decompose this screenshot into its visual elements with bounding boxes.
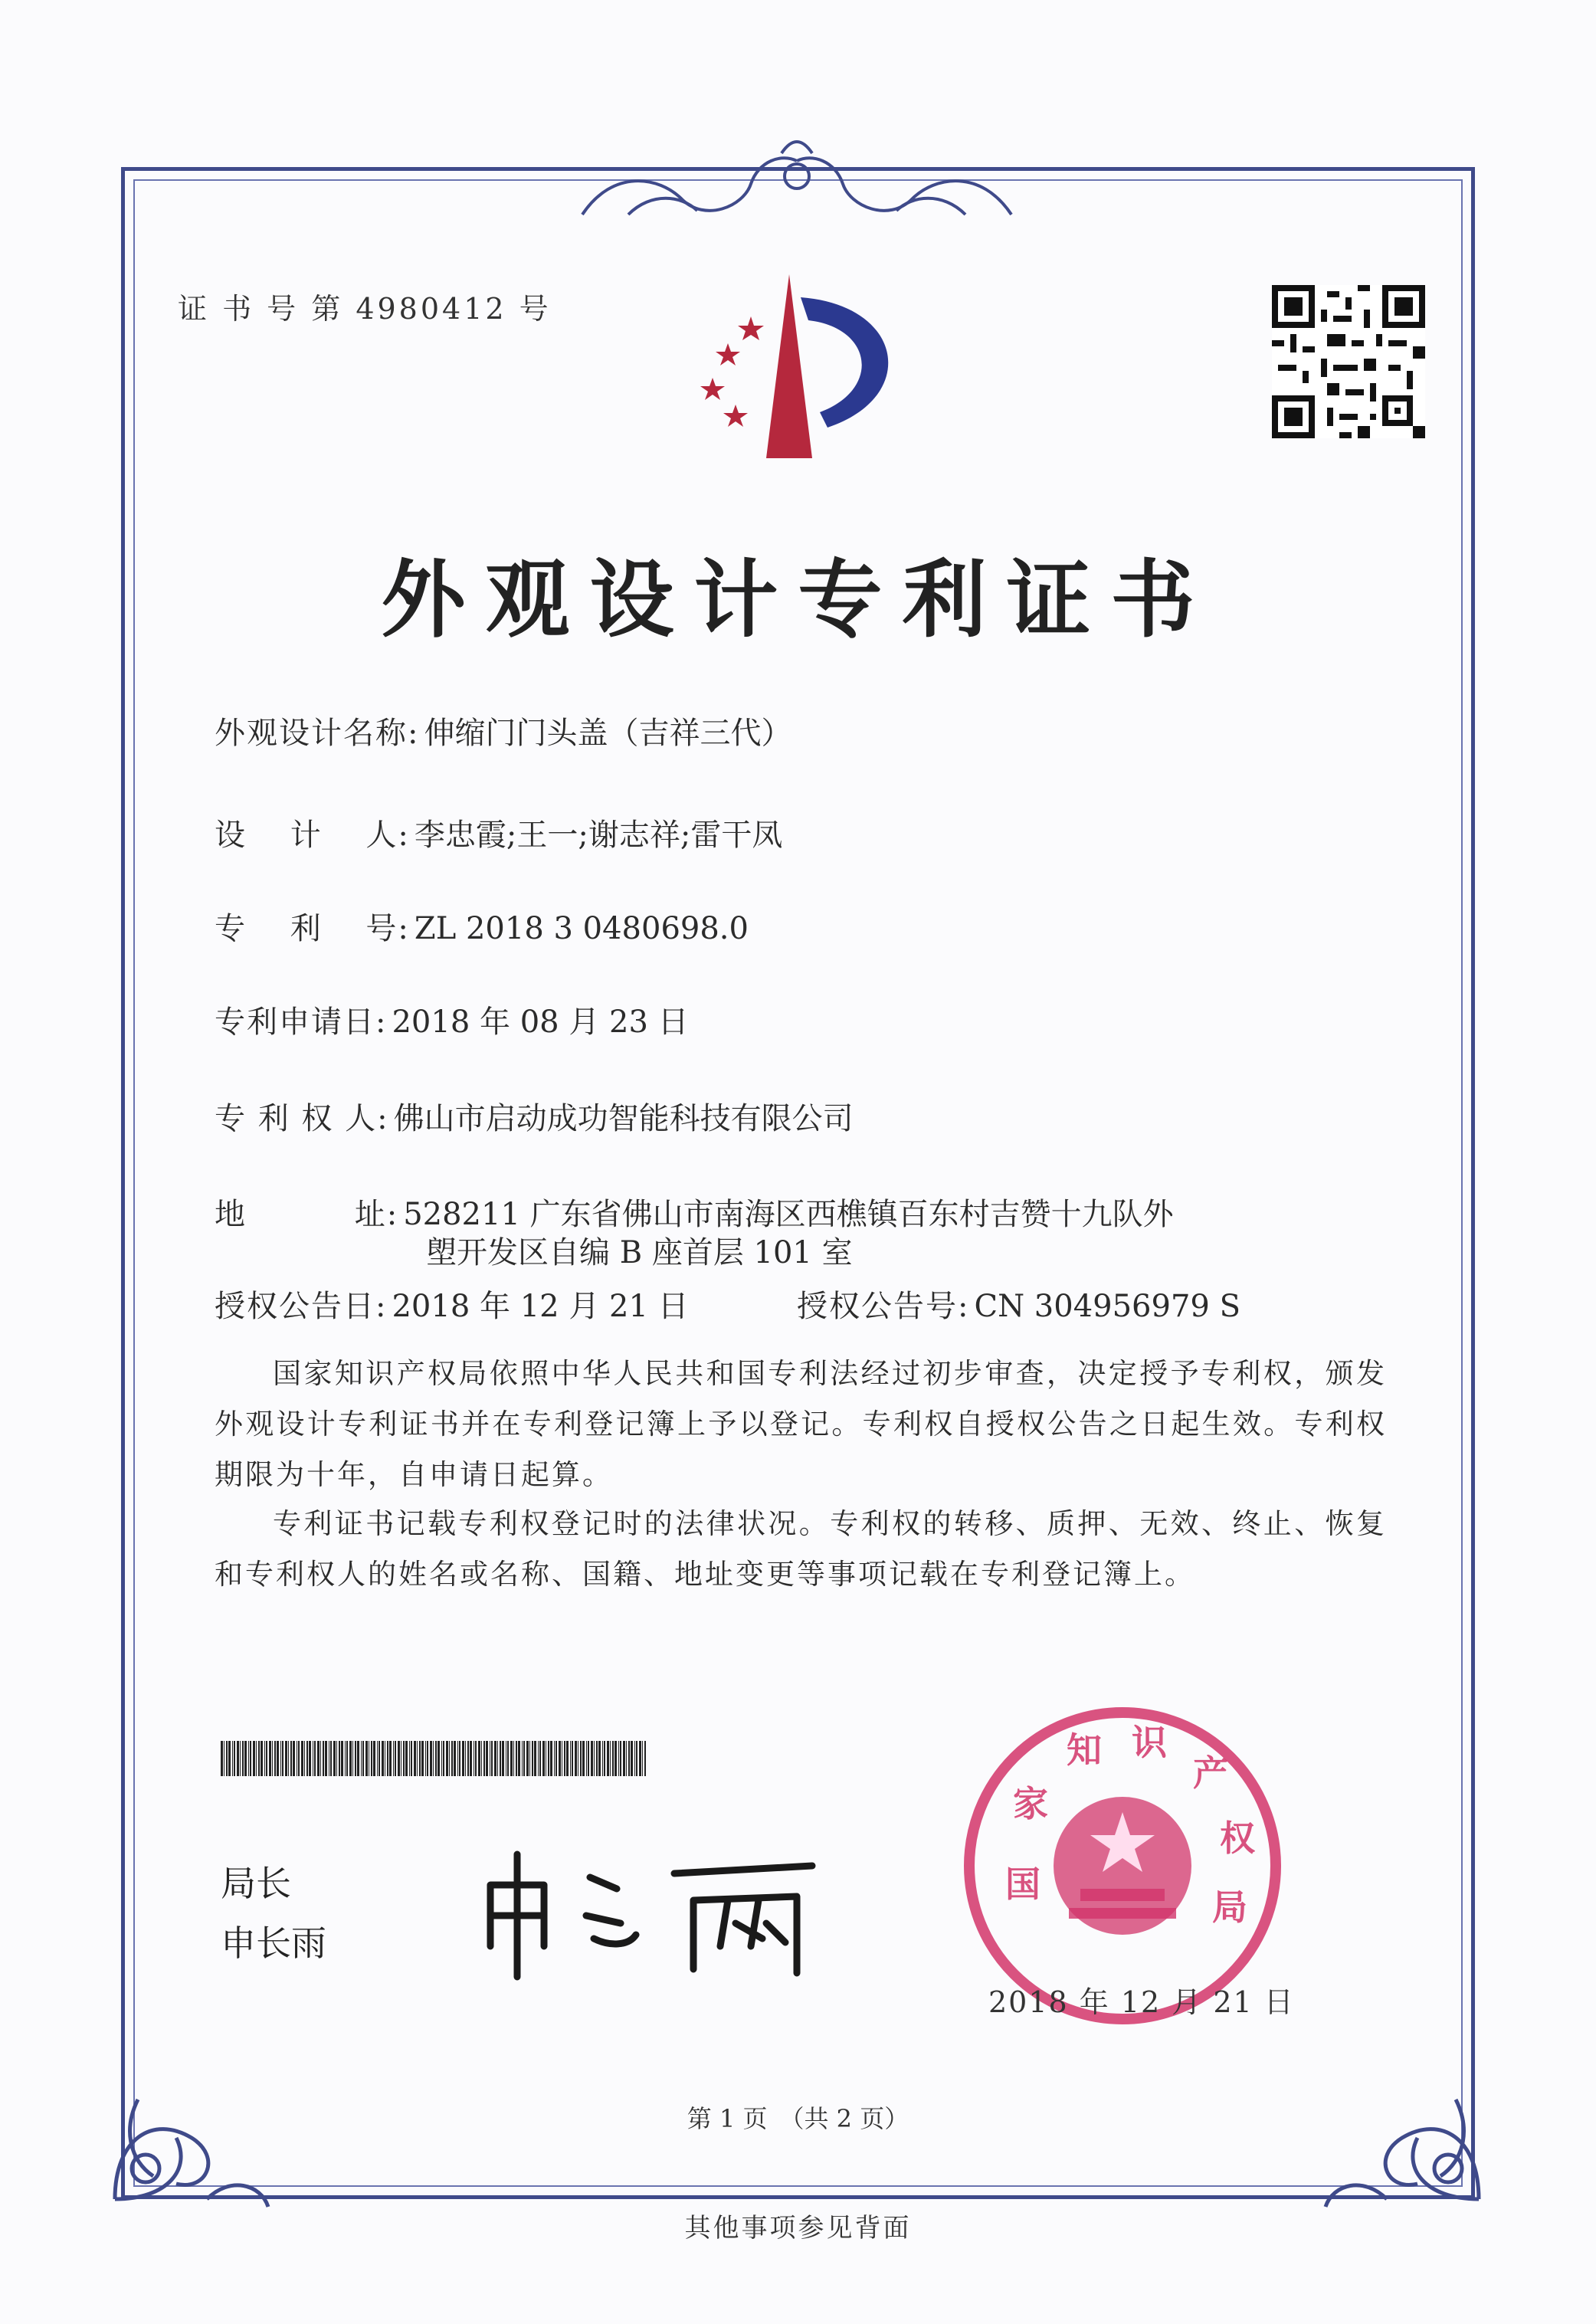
field-value: 佛山市启动成功智能科技有限公司 [393,1101,854,1136]
footer-note: 其他事项参见背面 [684,2213,912,2244]
barcode-icon [221,1741,650,1776]
svg-text:权: 权 [1220,1818,1255,1859]
svg-text:局: 局 [1212,1886,1247,1928]
paragraph-2: 专利证书记载专利权登记时的法律状况。专利权的转移、质押、无效、终止、恢复和专利权人的姓名或名称、国籍、地址变更等事项记载在专利登记簿上。 [215,1507,1387,1591]
seal-date: 2018 年 12 月 21 日 [988,1985,1295,2019]
field-grant-date [215,1282,689,1326]
qr-code-icon [1272,285,1425,438]
svg-text:识: 识 [1132,1722,1167,1763]
field-value: CN 304956979 S [974,1289,1240,1324]
field-value: 528211 广东省佛山市南海区西樵镇百东村吉赞十九队外 [403,1197,1174,1232]
field-value: 李忠霞;王一;谢志祥;雷干凤 [414,818,783,853]
certificate-number: 证 书 号 第 4980412 号 [178,292,552,326]
field-label: 专 利 号: [215,911,410,946]
field-label: 授权公告日: [215,1289,388,1324]
field-patent-no [215,904,749,948]
field-filing-date [215,998,689,1041]
certificate-title: 外观设计专利证书 [381,551,1215,649]
field-label: 专利申请日: [215,1005,388,1040]
field-design-name [215,709,791,752]
address-line-2: 塱开发区自编 B 座首层 101 室 [426,1235,853,1270]
svg-text:国: 国 [1005,1863,1041,1905]
svg-text:家: 家 [1013,1783,1048,1824]
field-value: ZL 2018 3 0480698.0 [414,911,749,946]
field-label: 地 址: [215,1197,399,1232]
field-value: 2018 年 08 月 23 日 [392,1005,689,1040]
field-address [215,1190,1174,1234]
field-value: 2018 年 12 月 21 日 [392,1289,689,1324]
field-value: 伸缩门门头盖（吉祥三代） [424,716,792,751]
field-label: 授权公告号: [797,1289,970,1324]
field-label: 设 计 人: [215,818,410,853]
signatory-name: 申长雨 [221,1922,326,1964]
page-indicator: 第 1 页 （共 2 页） [687,2104,909,2133]
svg-text:知: 知 [1067,1729,1102,1771]
signature-icon [475,1831,835,1985]
top-ornament-icon [552,123,1042,230]
svg-text:产: 产 [1193,1752,1228,1794]
field-grant-no [797,1282,1240,1326]
field-designers [215,811,782,854]
signatory-title: 局长 [221,1863,291,1904]
field-patentee [215,1094,854,1138]
paragraph-1: 国家知识产权局依照中华人民共和国专利法经过初步审查，决定授予专利权，颁发外观设计专利证书并在专利登记簿上予以登记。专利权自授权公告之日起生效。专利权期限为十年，自申请日起算。 [215,1357,1387,1491]
field-label: 外观设计名称: [215,716,420,751]
field-label: 专 利 权 人: [215,1101,389,1136]
patent-office-logo-icon [674,274,942,466]
